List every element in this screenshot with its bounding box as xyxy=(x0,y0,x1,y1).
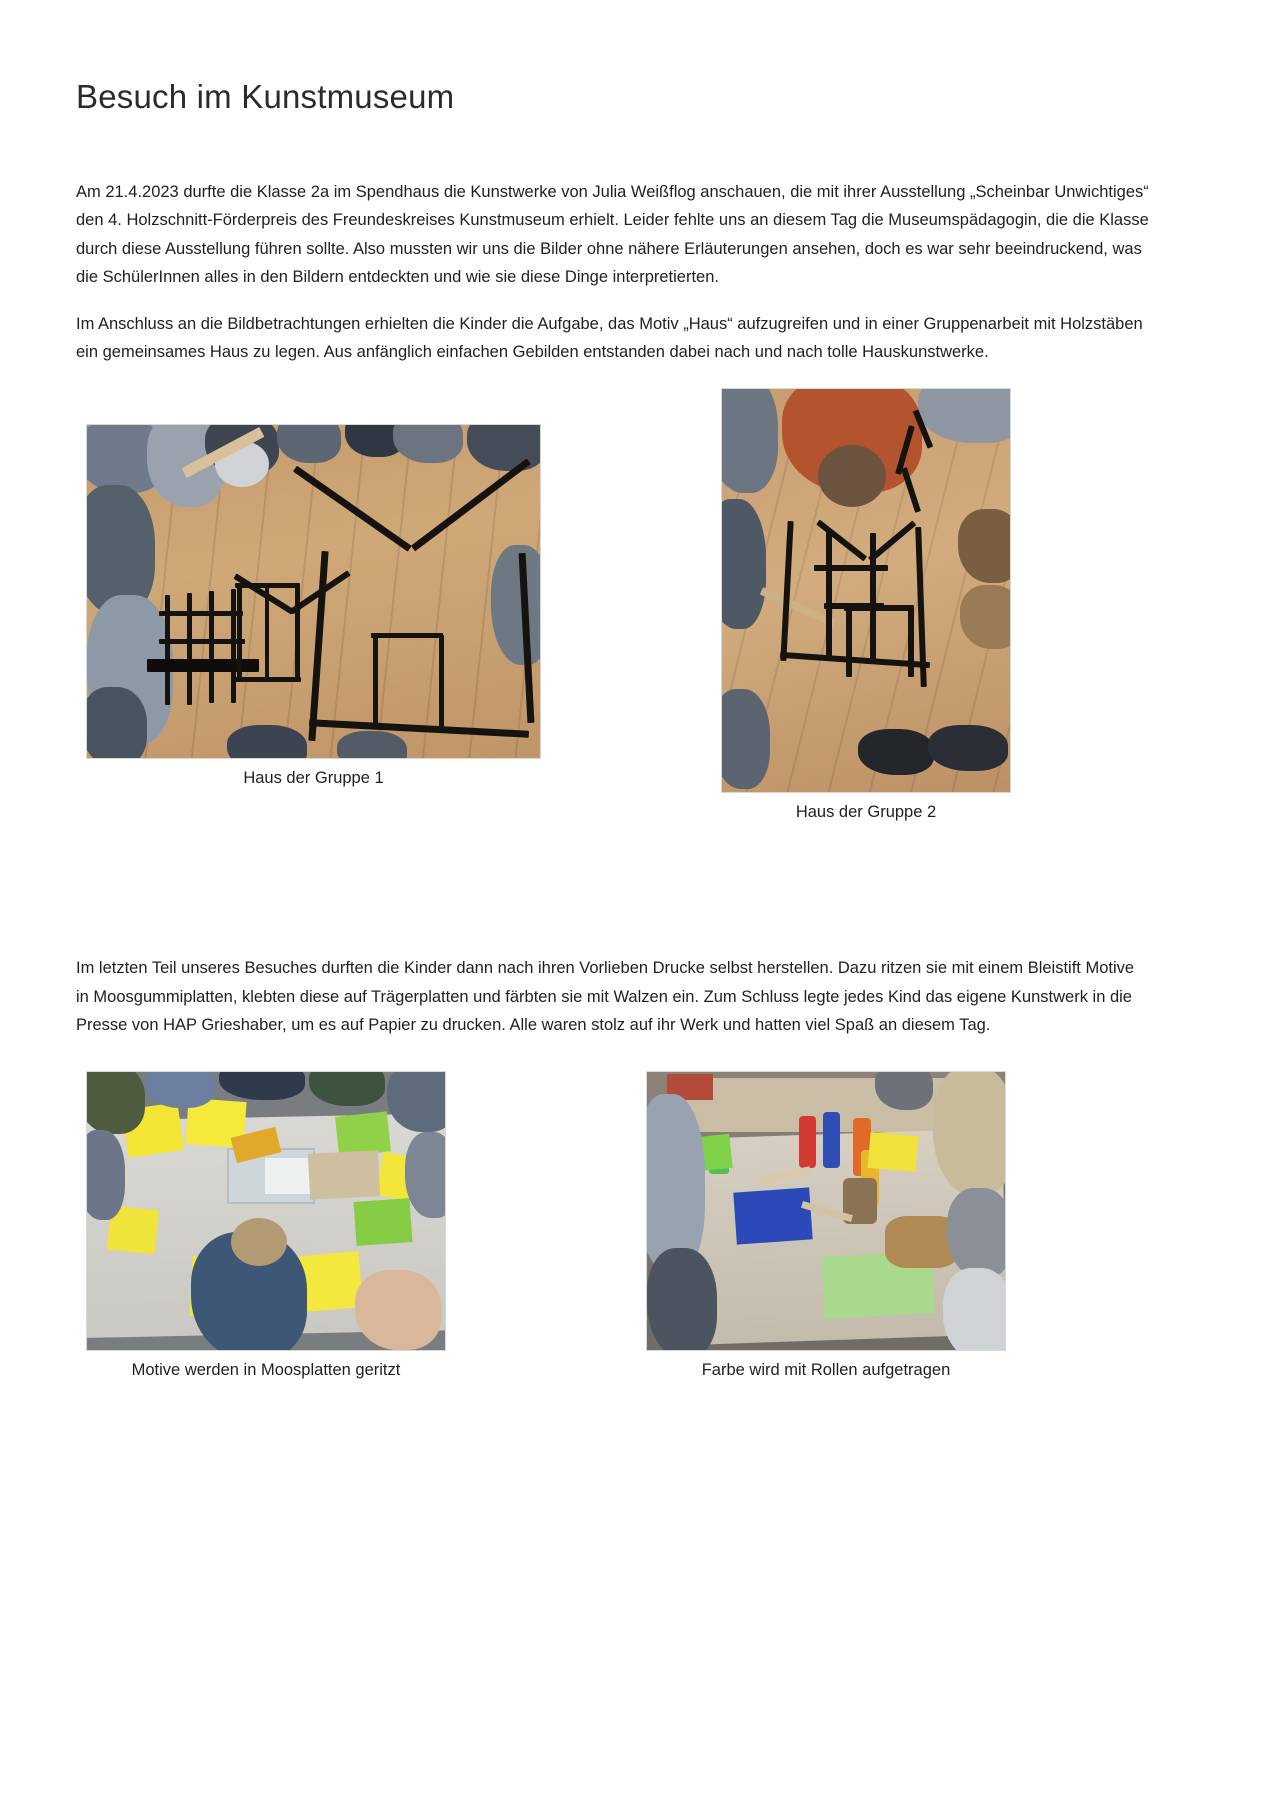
moosgummi-plate xyxy=(308,1151,380,1201)
child-figure xyxy=(928,725,1008,771)
wooden-stick xyxy=(870,533,876,659)
child-figure xyxy=(818,445,886,507)
wooden-stick xyxy=(908,605,914,677)
child-figure xyxy=(145,1071,215,1108)
wooden-stick xyxy=(826,531,832,657)
photo-haus-gruppe-2 xyxy=(721,388,1011,793)
figure-row-houses xyxy=(76,384,1204,854)
paragraph-intro: Am 21.4.2023 durfte die Klasse 2a im Spendhaus die Kunstwerke von Julia Weißflog anschauen, die mit ihrer Ausstellung „Scheinbar Unwichtiges“ den 4. Holzschnitt-Förderpreis des Freundeskreises Kunstmuseum erhielt. Leider fehlte uns an diesem Tag die Museumspädagogin, die die Klasse durch diese Ausstellung führen sollte. Also mussten wir uns die Bilder ohne nähere Erläuterungen ansehen, doch es war sehr beeindruckend, was die SchülerInnen alles in den Bildern entdeckten und wie sie diese Dinge interpretierten. xyxy=(76,183,1149,287)
child-figure xyxy=(647,1248,717,1351)
child-figure xyxy=(309,1071,385,1106)
figure-caption: Motive werden in Moosplatten geritzt xyxy=(131,1361,401,1380)
wooden-stick xyxy=(814,565,888,571)
page-title: Besuch im Kunstmuseum xyxy=(76,78,455,115)
child-figure xyxy=(86,1071,145,1134)
figure-farbe-rollen xyxy=(646,1071,1006,1380)
child-figure xyxy=(858,729,934,775)
wooden-stick xyxy=(159,611,243,616)
child-figure xyxy=(721,689,770,789)
child-figure xyxy=(646,1094,705,1274)
paint-bottle xyxy=(799,1116,816,1168)
child-figure xyxy=(337,731,407,759)
figure-caption: Haus der Gruppe 1 xyxy=(243,769,384,788)
paper-sheet xyxy=(354,1198,413,1246)
wooden-stick xyxy=(373,637,378,729)
child-figure xyxy=(721,388,778,493)
paper-sheet xyxy=(733,1188,812,1245)
wooden-stick xyxy=(439,635,444,727)
wooden-stick xyxy=(846,607,852,677)
wooden-stick xyxy=(231,589,236,703)
wooden-stick xyxy=(371,633,443,638)
child-figure xyxy=(355,1270,441,1350)
paragraph-drucke: Im letzten Teil unseres Besuches durften die Kinder dann nach ihren Vorlieben Drucke selbst herstellen. Dazu ritzen sie mit einem Bleistift Motive in Moosgummiplatten, klebten diese auf Trägerplatten und färbten sie mit Walzen ein. Zum Schluss legte jedes Kind das eigene Kunstwerk in die Presse von HAP Grieshaber, um es auf Papier zu drucken. Alle waren stolz auf ihr Werk und hatten viel Spaß an diesem Tag. xyxy=(76,959,1135,1034)
wooden-stick xyxy=(209,591,214,703)
wooden-stick xyxy=(265,585,269,679)
photo-haus-gruppe-1 xyxy=(86,424,541,759)
figure-caption: Haus der Gruppe 2 xyxy=(795,803,937,822)
paper-sheet xyxy=(868,1132,919,1172)
wooden-stick xyxy=(295,583,300,681)
wooden-stick xyxy=(237,585,242,681)
figure-haus-gruppe-1 xyxy=(86,424,541,788)
wooden-stick xyxy=(187,593,192,705)
figure-moosplatten xyxy=(86,1071,446,1380)
photo-moosplatten-ritzen xyxy=(86,1071,446,1351)
figure-caption: Farbe wird mit Rollen aufgetragen xyxy=(701,1361,951,1380)
figure-haus-gruppe-2 xyxy=(721,388,1011,822)
child-figure xyxy=(947,1188,1006,1278)
wooden-stick xyxy=(844,605,912,611)
child-figure xyxy=(219,1071,305,1100)
child-figure xyxy=(943,1268,1006,1351)
paragraph-gruppenarbeit: Im Anschluss an die Bildbetrachtungen erhielten die Kinder die Aufgabe, das Motiv „Haus“ aufzugreifen und in einer Gruppenarbeit mit Holzstäben ein gemeinsames Haus zu legen. Aus anfänglich einfachen Gebilden entstanden dabei nach und nach tolle Hauskunstwerke. xyxy=(76,314,1143,361)
wooden-stick xyxy=(147,659,259,672)
child-figure xyxy=(86,687,147,759)
child-figure xyxy=(227,725,307,759)
photo-farbe-rollen xyxy=(646,1071,1006,1351)
paint-bottle xyxy=(823,1112,840,1168)
figure-row-printing xyxy=(76,1057,1204,1387)
wooden-stick xyxy=(159,639,245,644)
child-figure xyxy=(721,499,766,629)
child-figure xyxy=(86,1130,125,1220)
